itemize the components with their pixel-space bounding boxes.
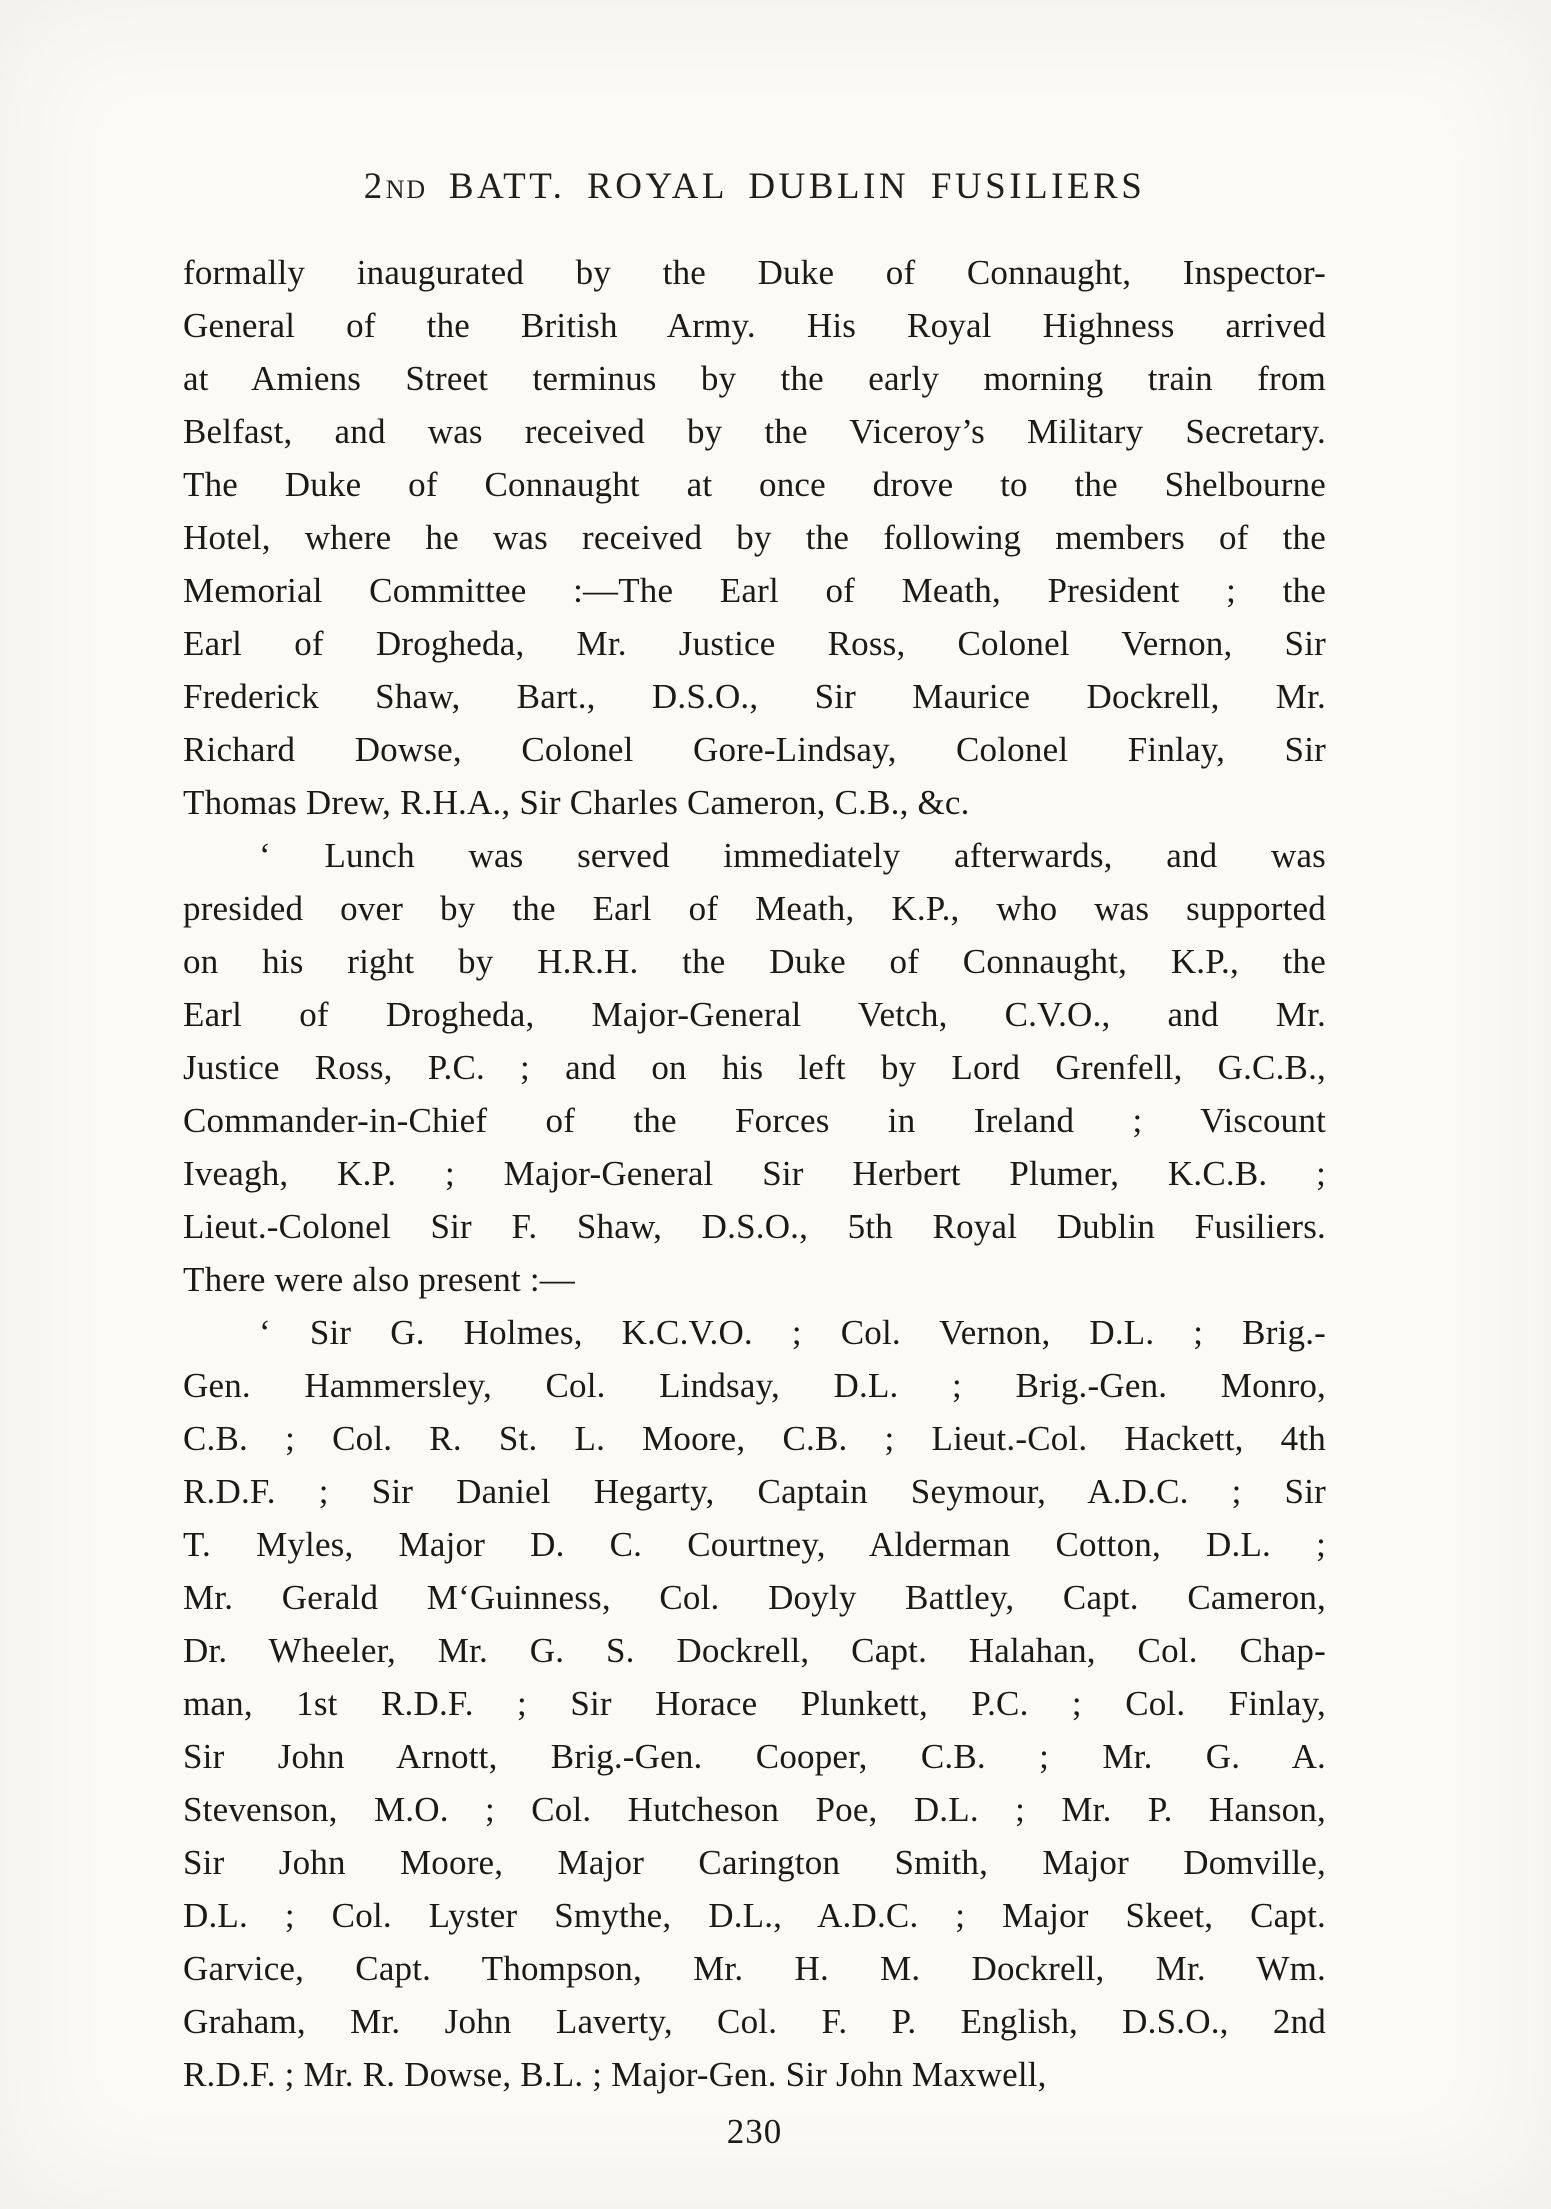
text-line: Dr. Wheeler, Mr. G. S. Dockrell, Capt. Halahan, Col. Chap- [183, 1631, 1326, 1670]
text-line: C.B. ; Col. R. St. L. Moore, C.B. ; Lieut.-Col. Hackett, 4th [183, 1419, 1326, 1458]
page-number: 230 [726, 2112, 783, 2151]
text-block [183, 246, 1326, 2101]
text-line: Commander-in-Chief of the Forces in Ireland ; Viscount [183, 1101, 1326, 1140]
text-line: Thomas Drew, R.H.A., Sir Charles Cameron, C.B., &c. [183, 783, 970, 822]
text-line: Garvice, Capt. Thompson, Mr. H. M. Dockrell, Mr. Wm. [183, 1949, 1326, 1988]
text-line: T. Myles, Major D. C. Courtney, Alderman Cotton, D.L. ; [183, 1525, 1326, 1564]
text-line: Justice Ross, P.C. ; and on his left by Lord Grenfell, G.C.B., [183, 1048, 1326, 1087]
text-line: There were also present :— [183, 1260, 575, 1299]
text-line: Sir John Arnott, Brig.-Gen. Cooper, C.B. ; Mr. G. A. [183, 1737, 1326, 1776]
running-head-ordinal: ND [385, 175, 428, 204]
text-line: Mr. Gerald M‘Guinness, Col. Doyly Battley, Capt. Cameron, [183, 1578, 1326, 1617]
text-line: Hotel, where he was received by the following members of the [183, 518, 1326, 557]
text-line: ‘ Lunch was served immediately afterwards, and was [259, 836, 1326, 875]
text-line: R.D.F. ; Sir Daniel Hegarty, Captain Seymour, A.D.C. ; Sir [183, 1472, 1326, 1511]
text-line: Lieut.-Colonel Sir F. Shaw, D.S.O., 5th Royal Dublin Fusiliers. [183, 1207, 1326, 1246]
text-line: ‘ Sir G. Holmes, K.C.V.O. ; Col. Vernon, D.L. ; Brig.- [259, 1313, 1326, 1352]
text-line: man, 1st R.D.F. ; Sir Horace Plunkett, P.C. ; Col. Finlay, [183, 1684, 1326, 1723]
text-line: Earl of Drogheda, Mr. Justice Ross, Colonel Vernon, Sir [183, 624, 1326, 663]
running-head-number: 2 [363, 166, 386, 207]
text-line: General of the British Army. His Royal Highness arrived [183, 306, 1326, 345]
text-line: Sir John Moore, Major Carington Smith, Major Domville, [183, 1843, 1326, 1882]
text-line: D.L. ; Col. Lyster Smythe, D.L., A.D.C. ; Major Skeet, Capt. [183, 1896, 1326, 1935]
text-line: Memorial Committee :—The Earl of Meath, President ; the [183, 571, 1326, 610]
paragraph-1 [183, 246, 1326, 829]
paragraph-2 [183, 829, 1326, 1306]
text-line: Iveagh, K.P. ; Major-General Sir Herbert Plumer, K.C.B. ; [183, 1154, 1326, 1193]
text-line: Richard Dowse, Colonel Gore-Lindsay, Colonel Finlay, Sir [183, 730, 1326, 769]
text-line: Stevenson, M.O. ; Col. Hutcheson Poe, D.L. ; Mr. P. Hanson, [183, 1790, 1326, 1829]
running-head-title: BATT. ROYAL DUBLIN FUSILIERS [448, 166, 1146, 207]
paragraph-3 [183, 1306, 1326, 2101]
text-line: Frederick Shaw, Bart., D.S.O., Sir Maurice Dockrell, Mr. [183, 677, 1326, 716]
text-line: presided over by the Earl of Meath, K.P., who was supported [183, 889, 1326, 928]
text-line: Belfast, and was received by the Viceroy’s Military Secretary. [183, 412, 1326, 451]
text-line: Earl of Drogheda, Major-General Vetch, C.V.O., and Mr. [183, 995, 1326, 1034]
text-line: on his right by H.R.H. the Duke of Connaught, K.P., the [183, 942, 1326, 981]
text-line: Graham, Mr. John Laverty, Col. F. P. English, D.S.O., 2nd [183, 2002, 1326, 2041]
text-line: Gen. Hammersley, Col. Lindsay, D.L. ; Brig.-Gen. Monro, [183, 1366, 1326, 1405]
text-line: The Duke of Connaught at once drove to the Shelbourne [183, 465, 1326, 504]
running-head [183, 165, 1326, 208]
text-line: formally inaugurated by the Duke of Connaught, Inspector- [183, 253, 1326, 292]
text-line: R.D.F. ; Mr. R. Dowse, B.L. ; Major-Gen. Sir John Maxwell, [183, 2055, 1047, 2094]
text-line: at Amiens Street terminus by the early morning train from [183, 359, 1326, 398]
